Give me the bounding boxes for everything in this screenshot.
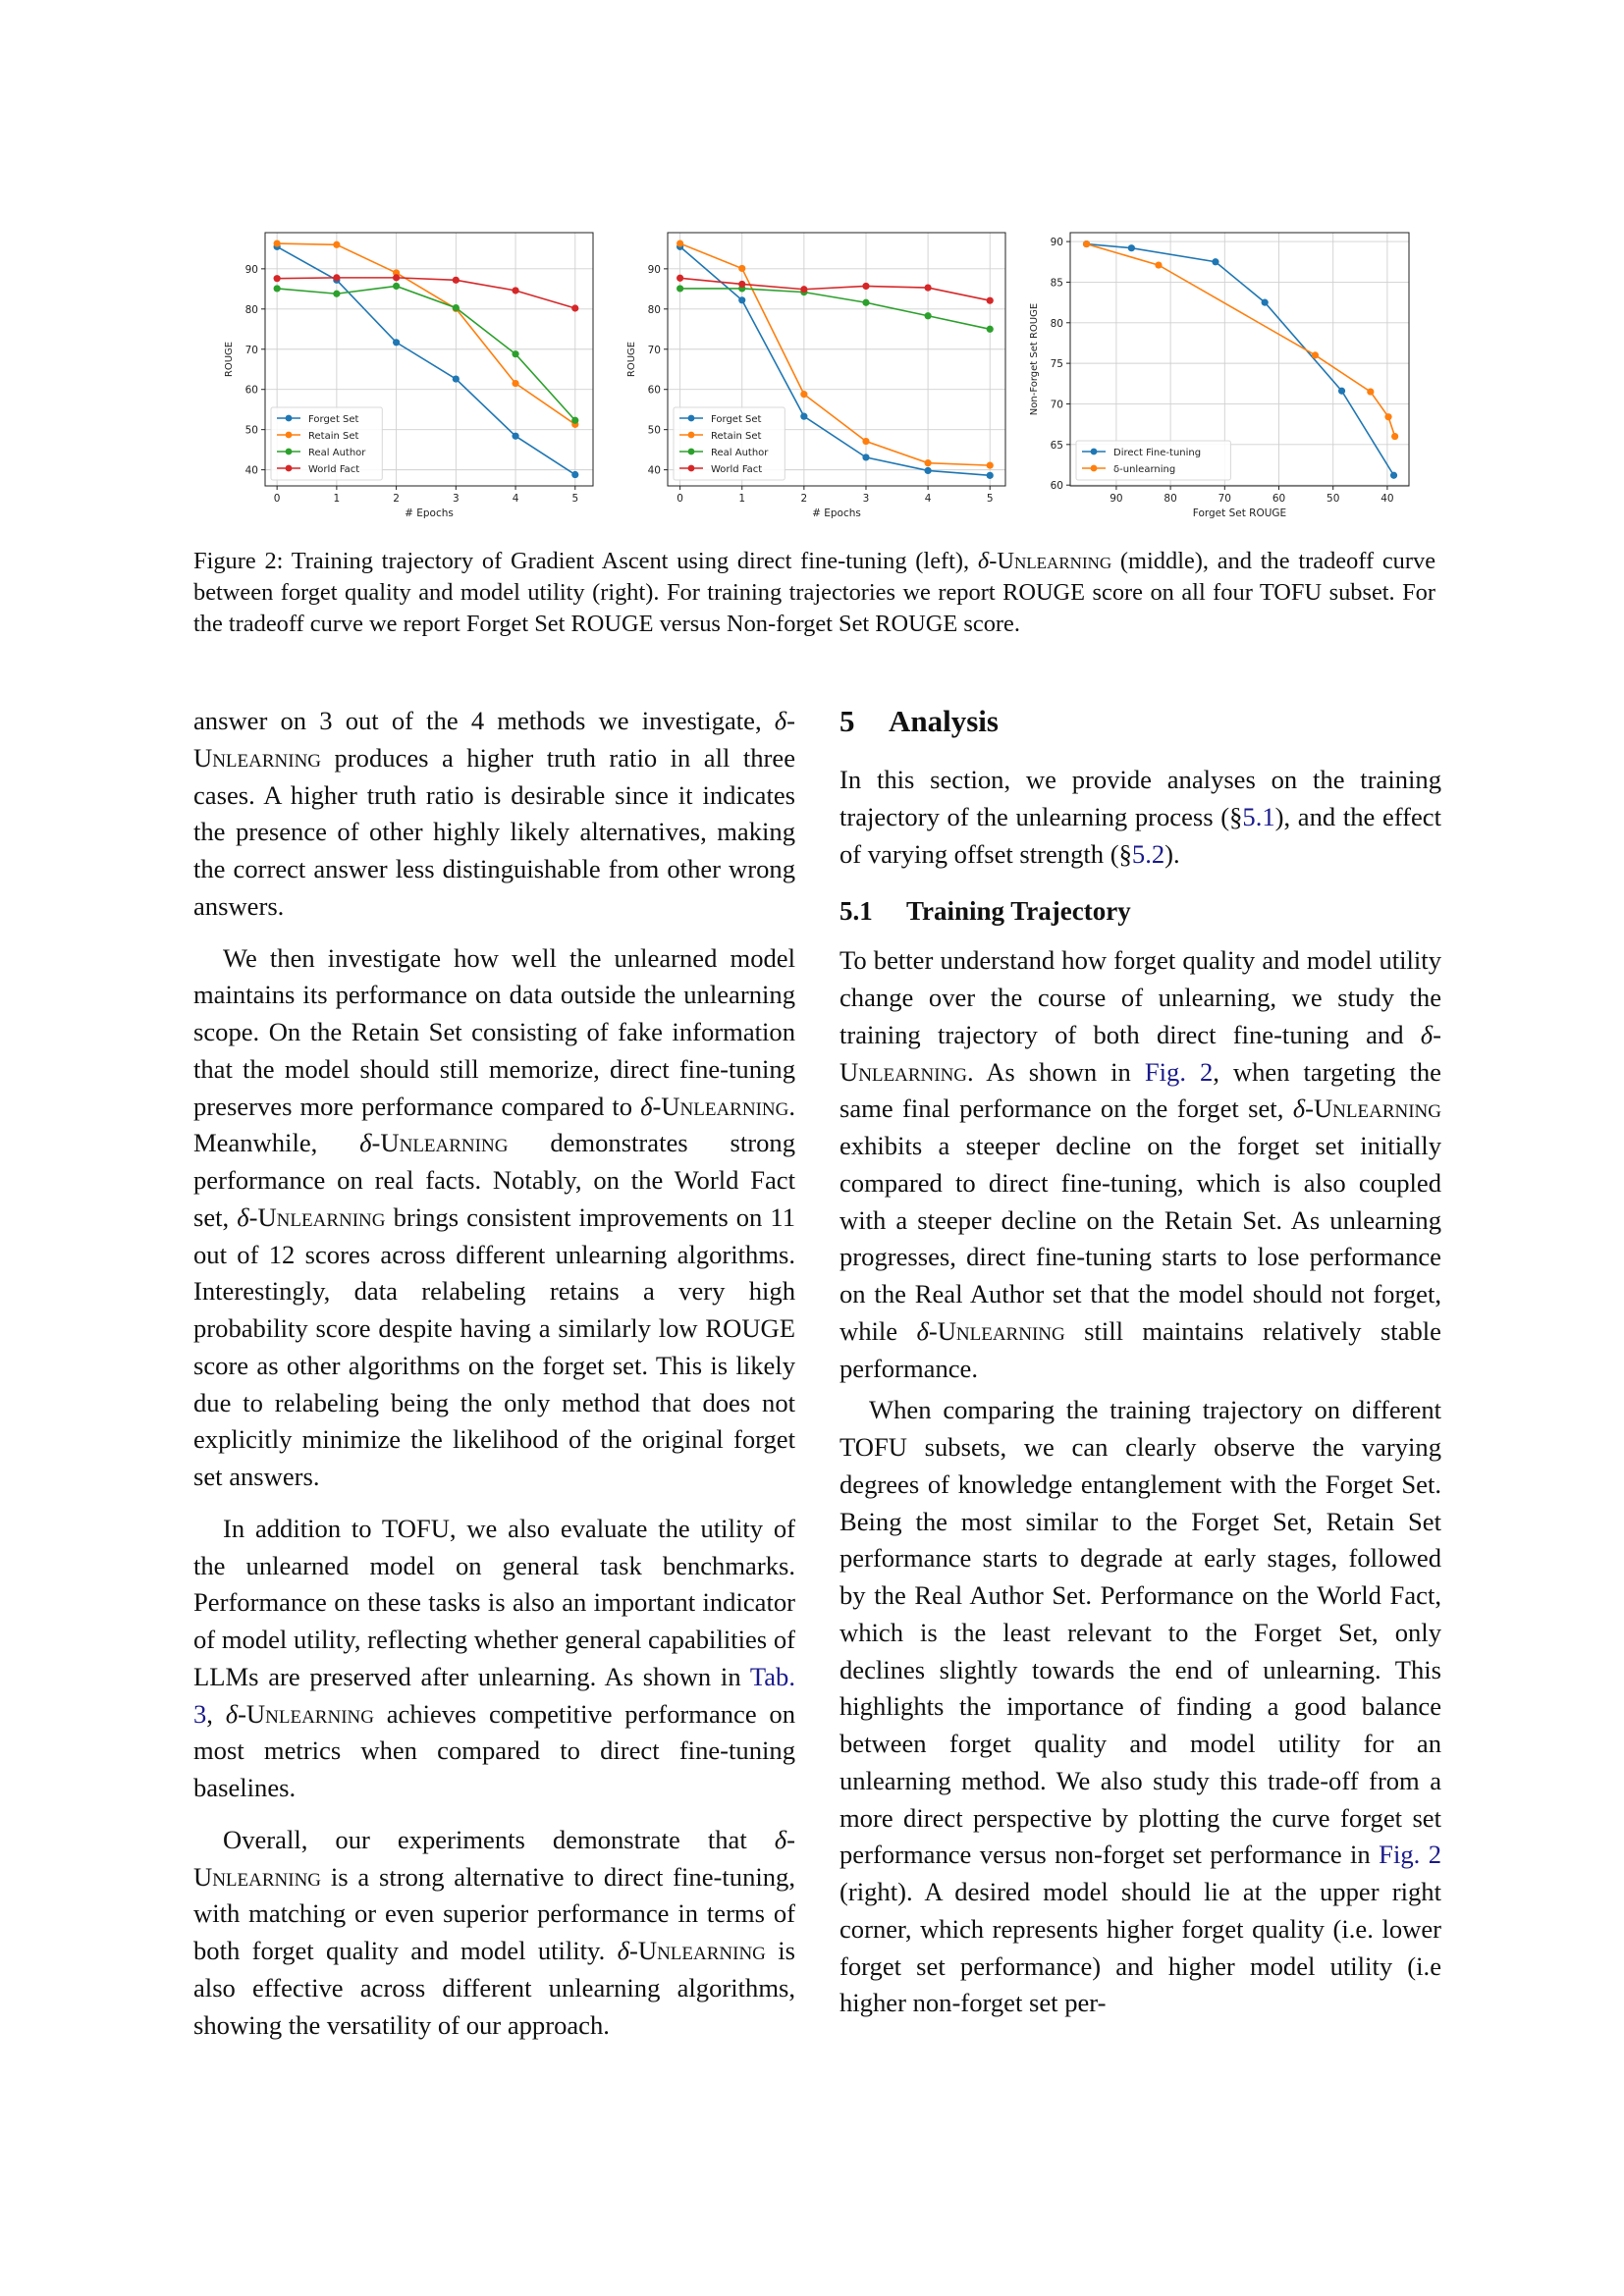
method-name: -Unlearning — [1305, 1094, 1441, 1124]
data-point-world-fact — [862, 283, 869, 290]
data-point-retain-set — [987, 462, 994, 469]
y-tick-label: 85 — [1050, 277, 1063, 290]
data-point-direct-fine-tuning — [1390, 472, 1397, 479]
chart-right-tradeoff — [1021, 218, 1473, 532]
x-tick-label: 0 — [677, 493, 683, 505]
y-axis-label: ROUGE — [224, 341, 235, 378]
x-tick-label: 90 — [1110, 493, 1123, 505]
x-axis-label: Forget Set ROUGE — [1192, 507, 1287, 519]
text: . Meanwhile, — [193, 1091, 795, 1158]
data-point-forget-set — [393, 339, 400, 346]
data-point-real-author — [571, 417, 578, 424]
text: is also effective across different unlearning algorithms, showing the versatility of our approach. — [193, 1936, 796, 2040]
text: exhibits a steeper decline on the forget set initially compared to direct fine-tuning, which is also coupled with a steeper decline on the Retain Set. As unlearning progresses, direct fine-tuning starts to lose performance on the Real Author set that the model should not forget, while — [839, 1131, 1441, 1346]
chart-left-svg — [206, 218, 609, 532]
x-tick-label: 4 — [924, 493, 932, 505]
method-name: -Unlearning — [193, 1824, 795, 1892]
method-name: -Unlearning — [248, 1201, 386, 1232]
delta-symbol: δ — [359, 1128, 372, 1158]
y-tick-label: 50 — [244, 424, 258, 437]
data-point-real-author — [925, 312, 932, 319]
data-point-direct-fine-tuning — [1128, 244, 1135, 251]
text: still maintains relatively stable performance. — [839, 1315, 1441, 1383]
text: In addition to TOFU, we also evaluate the utility of the unlearned model on general task benchmarks. Performance on these tasks is also an important indicator of model utility, reflecting whether general capabilities of LLMs are preserved after unlearning. As shown in — [193, 1513, 795, 1691]
y-tick-label: 80 — [1050, 317, 1063, 330]
section-number: 5 — [839, 704, 855, 738]
paragraph-section-intro — [839, 762, 1441, 873]
data-point-real-author — [512, 350, 518, 357]
data-point--unlearning — [1384, 413, 1391, 420]
text: ). — [1164, 838, 1180, 869]
y-tick-label: 60 — [647, 384, 661, 397]
figure-2 — [206, 218, 1473, 532]
text: When comparing the training trajectory on different TOFU subsets, we can clearly observe the varying degrees of knowledge entanglement with the Forget Set. Being the most similar to the Forget Set, Retain Set performance starts to degrade at early stages, followed by the Real Author Set. Performance on the World Fact, which is the least relevant to the Forget Set, only declines slightly towards the end of unlearning. This highlights the importance of finding a good balance between forget quality and model utility for an unlearning method. We also study this trade-off from a more direct perspective by plotting the curve forget set performance versus non-forget set performance in — [839, 1395, 1441, 1870]
data-point-forget-set — [862, 454, 869, 460]
legend-marker-retain-set — [286, 432, 293, 439]
text: To better understand how forget quality and model utility change over the course of unlearning, we study the training trajectory of both direct fine-tuning and — [839, 945, 1441, 1049]
x-tick-label: 60 — [1272, 493, 1286, 505]
delta-symbol: δ — [916, 1315, 929, 1346]
method-name: -Unlearning — [193, 706, 795, 773]
legend-marker-world-fact — [688, 465, 695, 472]
legend-marker-retain-set — [688, 432, 695, 439]
legend-label-direct-fine-tuning: Direct Fine-tuning — [1113, 447, 1202, 458]
series-line-real-author — [277, 286, 575, 420]
legend-label-forget-set: Forget Set — [711, 413, 762, 425]
y-axis-label: ROUGE — [626, 341, 637, 378]
x-tick-label: 5 — [571, 493, 579, 505]
data-point-world-fact — [800, 286, 807, 293]
text: (right). A desired model should lie at the upper right corner, which represents higher forget quality (i.e. lower forget set performance) and higher model utility (i.e higher non-forget set per- — [839, 1877, 1441, 2018]
data-point-retain-set — [333, 241, 340, 248]
y-tick-label: 50 — [647, 424, 661, 437]
data-point-retain-set — [738, 265, 745, 272]
data-point-retain-set — [512, 380, 518, 387]
data-point-forget-set — [571, 471, 578, 478]
x-tick-label: 4 — [512, 493, 519, 505]
data-point--unlearning — [1083, 240, 1090, 247]
text: achieves competitive performance on most metrics when compared to direct fine-tuning baselines. — [193, 1698, 796, 1802]
delta-symbol: δ — [977, 548, 990, 574]
data-point-forget-set — [453, 375, 460, 382]
data-point-real-author — [274, 285, 281, 292]
y-tick-label: 70 — [1050, 399, 1063, 411]
legend-marker-world-fact — [286, 465, 293, 472]
text: Overall, our experiments demonstrate that — [223, 1824, 775, 1854]
chart-middle-svg — [614, 218, 1016, 532]
x-tick-label: 1 — [738, 493, 746, 505]
x-tick-label: 2 — [800, 493, 808, 505]
data-point-real-author — [333, 291, 340, 297]
legend-label-world-fact: World Fact — [308, 463, 360, 475]
data-point-retain-set — [862, 438, 869, 445]
data-point-retain-set — [800, 391, 807, 398]
delta-symbol: δ — [1420, 1019, 1434, 1049]
caption-text-2: (middle), and the tradeoff curve between forget quality and model utility (right). For training trajectories we report ROUGE score on all four TOFU subset. For the tradeoff curve we report Forget Set ROUGE versus Non-forget Set ROUGE score. — [193, 548, 1436, 637]
data-point-world-fact — [738, 281, 745, 288]
method-name: -Unlearning — [928, 1315, 1065, 1346]
delta-symbol: δ — [1292, 1094, 1306, 1124]
method-name: -Unlearning — [629, 1936, 766, 1965]
data-point--unlearning — [1155, 261, 1162, 268]
y-tick-label: 90 — [1050, 237, 1063, 249]
paragraph-training-trajectory — [839, 942, 1441, 1387]
x-tick-label: 3 — [862, 493, 870, 505]
section-heading — [839, 703, 1441, 740]
data-point-real-author — [453, 304, 460, 311]
x-tick-label: 0 — [273, 493, 281, 505]
x-tick-label: 80 — [1164, 493, 1177, 505]
x-tick-label: 70 — [1218, 493, 1232, 505]
legend-marker-real-author — [688, 449, 695, 455]
series-line--unlearning — [1087, 244, 1395, 437]
paragraph-general-benchmarks — [193, 1511, 795, 1807]
text: answer on 3 out of the 4 methods we investigate, — [193, 706, 775, 735]
y-axis-label: Non-Forget Set ROUGE — [1029, 302, 1040, 416]
figure-2-link[interactable]: Fig. 2 — [1379, 1840, 1441, 1870]
chart-right-svg — [1021, 218, 1473, 532]
delta-symbol: δ — [774, 706, 787, 735]
paragraph-tofu-subsets — [839, 1392, 1441, 2022]
text: is a strong alternative to direct fine-tuning, with matching or even superior performance in terms of both forget quality and model utility. — [193, 1861, 795, 1965]
text: . As shown in — [967, 1056, 1145, 1087]
subsection-heading — [839, 892, 1441, 930]
data-point-forget-set — [925, 467, 932, 474]
chart-middle-delta-unlearning — [614, 218, 1016, 532]
data-point-world-fact — [393, 274, 400, 281]
data-point-direct-fine-tuning — [1262, 299, 1269, 306]
data-point-forget-set — [800, 413, 807, 420]
delta-symbol: δ — [640, 1091, 653, 1121]
paragraph-overall — [193, 1822, 795, 2045]
x-tick-label: 40 — [1380, 493, 1394, 505]
data-point-direct-fine-tuning — [1212, 258, 1218, 265]
y-tick-label: 80 — [647, 303, 661, 316]
x-tick-label: 3 — [452, 493, 460, 505]
y-tick-label: 40 — [647, 464, 661, 477]
caption-text-1: Training trajectory of Gradient Ascent using direct fine-tuning (left), — [283, 548, 978, 574]
paragraph-truth-ratio — [193, 703, 795, 926]
section-5-1-link[interactable]: 5.1 — [1242, 801, 1275, 831]
legend-marker-forget-set — [688, 415, 695, 422]
y-tick-label: 70 — [244, 344, 258, 356]
right-column — [839, 703, 1441, 2022]
data-point-real-author — [862, 299, 869, 306]
text: brings consistent improvements on 11 out of 12 scores across different unlearning algorithms. Interestingly, data relabeling retains a very high probability score despite having a similarly low ROUGE score as other algorithms on the forget set. This is likely due to relabeling being the only method that does not explicitly minimize the likelihood of the original forget set answers. — [193, 1201, 795, 1491]
paragraph-retain-performance — [193, 940, 795, 1496]
delta-symbol: δ — [237, 1201, 249, 1232]
y-tick-label: 60 — [1050, 480, 1063, 493]
text: , when targeting the same final performance on the forget set, — [839, 1056, 1441, 1124]
left-column — [193, 703, 795, 2044]
text: ), and the effect of varying offset strength (§ — [839, 801, 1441, 869]
data-point-forget-set — [987, 472, 994, 479]
text: , — [206, 1698, 226, 1729]
subsection-title: Training Trajectory — [906, 896, 1131, 927]
delta-symbol: δ — [617, 1936, 630, 1965]
legend-label-real-author: Real Author — [711, 447, 769, 458]
x-axis-label: # Epochs — [405, 507, 454, 519]
legend-label-real-author: Real Author — [308, 447, 366, 458]
method-name: -Unlearning — [989, 548, 1112, 574]
series-line-retain-set — [277, 243, 575, 424]
x-tick-label: 5 — [986, 493, 994, 505]
x-tick-label: 2 — [393, 493, 400, 505]
y-tick-label: 90 — [244, 263, 258, 276]
data-point-retain-set — [274, 240, 281, 246]
delta-symbol: δ — [225, 1698, 239, 1729]
data-point-forget-set — [512, 433, 518, 440]
data-point-world-fact — [987, 297, 994, 304]
y-tick-label: 75 — [1050, 358, 1063, 371]
data-point-real-author — [677, 285, 683, 292]
x-axis-label: # Epochs — [812, 507, 861, 519]
y-tick-label: 90 — [647, 263, 661, 276]
data-point-world-fact — [512, 287, 518, 294]
data-point-world-fact — [925, 285, 932, 292]
subsection-number: 5.1 — [839, 896, 873, 927]
data-point--unlearning — [1312, 351, 1319, 358]
chart-left-direct-finetuning — [206, 218, 609, 532]
x-tick-label: 50 — [1326, 493, 1340, 505]
legend-marker--unlearning — [1091, 465, 1098, 472]
y-tick-label: 60 — [244, 384, 258, 397]
legend-marker-forget-set — [286, 415, 293, 422]
x-tick-label: 1 — [333, 493, 341, 505]
data-point-world-fact — [453, 277, 460, 284]
text: demonstrates strong performance on real facts. Notably, on the World Fact set, — [193, 1128, 795, 1232]
data-point--unlearning — [1391, 433, 1398, 440]
delta-symbol: δ — [774, 1824, 787, 1854]
y-tick-label: 40 — [244, 464, 258, 477]
data-point-world-fact — [333, 274, 340, 281]
section-5-2-link[interactable]: 5.2 — [1131, 838, 1165, 869]
table-3-link[interactable]: Tab. 3 — [193, 1661, 795, 1729]
legend-marker-direct-fine-tuning — [1091, 449, 1098, 455]
data-point-retain-set — [925, 459, 932, 466]
y-tick-label: 80 — [244, 303, 258, 316]
data-point--unlearning — [1367, 388, 1374, 395]
figure-caption — [193, 546, 1435, 640]
data-point-world-fact — [274, 275, 281, 282]
data-point-forget-set — [738, 296, 745, 303]
data-point-retain-set — [677, 240, 683, 246]
legend-label-forget-set: Forget Set — [308, 413, 359, 425]
legend-marker-real-author — [286, 449, 293, 455]
text: produces a higher truth ratio in all three cases. A higher truth ratio is desirable since it indicates the presence of other highly likely alternatives, making the correct answer less distinguishable from other wrong answers. — [193, 742, 795, 921]
data-point-world-fact — [677, 275, 683, 282]
figure-2-link[interactable]: Fig. 2 — [1144, 1056, 1214, 1087]
legend-label-world-fact: World Fact — [711, 463, 763, 475]
data-point-real-author — [393, 283, 400, 290]
legend-label--unlearning: δ-unlearning — [1113, 463, 1176, 475]
method-name: -Unlearning — [238, 1698, 374, 1729]
data-point-direct-fine-tuning — [1338, 388, 1345, 395]
data-point-world-fact — [571, 304, 578, 311]
text: In this section, we provide analyses on the training trajectory of the unlearning process (§ — [839, 765, 1441, 831]
legend-label-retain-set: Retain Set — [711, 430, 762, 442]
caption-label: Figure 2: — [193, 548, 284, 574]
method-name: -Unlearning — [371, 1128, 509, 1158]
text: We then investigate how well the unlearned model maintains its performance on data outside the unlearning scope. On the Retain Set consisting of fake information that the model should still memorize, direct fine-tuning preserves more performance compared to — [193, 942, 795, 1121]
y-tick-label: 65 — [1050, 439, 1063, 452]
method-name: -Unlearning — [652, 1091, 789, 1121]
legend-label-retain-set: Retain Set — [308, 430, 359, 442]
section-title: Analysis — [889, 704, 999, 738]
method-name: -Unlearning — [839, 1019, 1441, 1087]
data-point-real-author — [987, 326, 994, 333]
y-tick-label: 70 — [647, 344, 661, 356]
